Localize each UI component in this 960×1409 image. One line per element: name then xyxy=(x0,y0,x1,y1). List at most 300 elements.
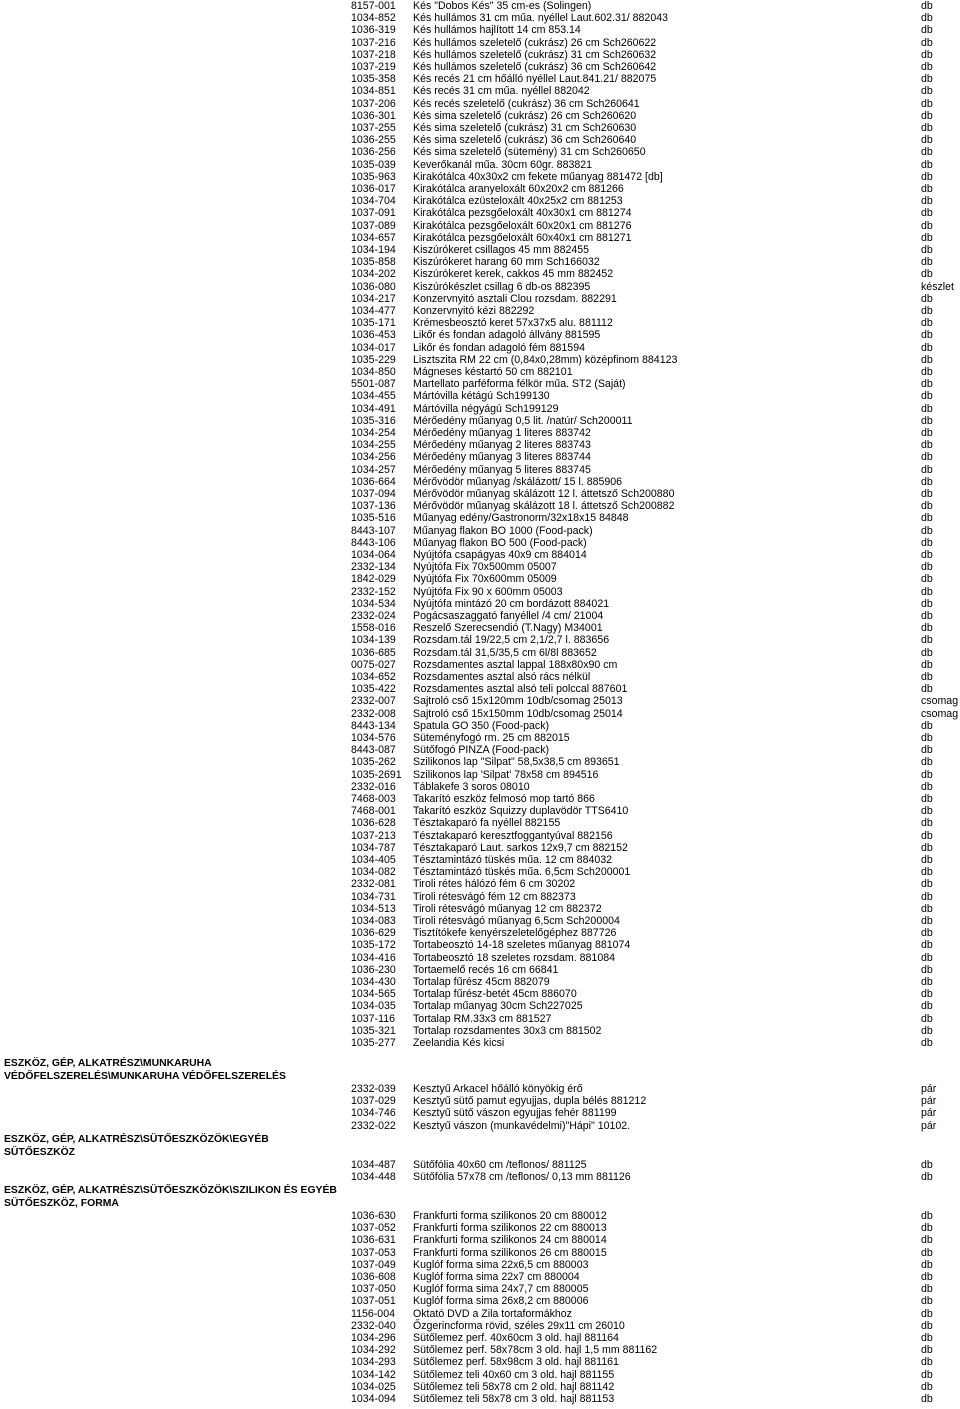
table-row xyxy=(0,708,960,720)
product-unit: db xyxy=(921,1222,933,1235)
product-desc: Tésztamintázó tüskés műa. 6,5cm Sch200001 xyxy=(413,866,631,879)
product-unit: db xyxy=(921,1159,933,1171)
product-unit: db xyxy=(921,1283,933,1296)
product-desc: Tortaemelő recés 16 cm 66841 xyxy=(413,963,559,976)
product-code: 1034-405 xyxy=(351,854,396,866)
product-unit: db xyxy=(921,97,933,110)
table-row xyxy=(0,159,960,171)
product-desc: Tortalap fűrész-betét 45cm 886070 xyxy=(413,988,577,1001)
product-desc: Likőr és fondan adagoló állvány 881595 xyxy=(413,329,601,342)
table-row xyxy=(0,781,960,793)
table-row xyxy=(0,232,960,244)
product-unit: db xyxy=(921,1210,933,1222)
product-unit: db xyxy=(921,329,933,342)
product-unit: pár xyxy=(921,1107,937,1120)
product-desc: Műanyag flakon BO 500 (Food-pack) xyxy=(413,536,587,549)
product-code: 1034-487 xyxy=(351,1159,396,1171)
product-unit: db xyxy=(921,927,933,940)
product-desc: Kés sima szeletelő (cukrász) 36 cm Sch260640 xyxy=(413,134,637,147)
product-unit: db xyxy=(921,1258,933,1271)
product-code: 1558-016 xyxy=(351,622,396,635)
product-code: 1034-704 xyxy=(351,195,396,208)
product-code: 2332-081 xyxy=(351,878,396,891)
product-code: 1034-534 xyxy=(351,597,396,610)
table-row xyxy=(0,598,960,610)
product-code: 1034-657 xyxy=(351,231,396,244)
product-unit: db xyxy=(921,158,933,171)
table-row xyxy=(0,1210,960,1222)
product-code: 1034-477 xyxy=(351,305,396,317)
table-row xyxy=(0,634,960,646)
table-row xyxy=(0,1308,960,1320)
product-unit: db xyxy=(921,48,933,61)
product-code: 1036-630 xyxy=(351,1210,396,1222)
product-desc: Mérőedény műanyag 1 literes 883742 xyxy=(413,427,591,439)
product-unit: db xyxy=(921,353,933,366)
product-code: 1034-094 xyxy=(351,1393,396,1405)
table-row xyxy=(0,98,960,110)
product-unit: db xyxy=(921,488,933,500)
table-row xyxy=(0,671,960,683)
product-code: 1034-852 xyxy=(351,12,396,25)
product-unit: db xyxy=(921,1037,933,1049)
table-row xyxy=(0,903,960,915)
table-row xyxy=(0,1222,960,1234)
product-desc: Mártóvilla kétágú Sch199130 xyxy=(413,390,550,403)
product-unit: db xyxy=(921,878,933,891)
table-row xyxy=(0,329,960,341)
product-unit: db xyxy=(921,988,933,1001)
table-row xyxy=(0,293,960,305)
product-unit: db xyxy=(921,378,933,391)
product-unit: db xyxy=(921,463,933,476)
product-code: 8443-134 xyxy=(351,719,396,732)
table-row xyxy=(0,1083,960,1095)
table-row xyxy=(0,207,960,219)
table-row xyxy=(0,854,960,866)
table-row xyxy=(0,1393,960,1405)
product-code: 1842-029 xyxy=(351,573,396,586)
table-row xyxy=(0,342,960,354)
product-desc: Mérővödör műanyag skálázott 12 l. áttetsző Sch200880 xyxy=(413,488,675,500)
product-desc: Kiszúrókeret csillagos 45 mm 882455 xyxy=(413,244,590,256)
product-code: 1034-255 xyxy=(351,439,396,452)
product-desc: Kés recés 31 cm műa. nyéllel 882042 xyxy=(413,85,590,98)
product-desc: Kesztyű sütő vászon egyujjas fehér 881199 xyxy=(413,1107,617,1120)
product-code: 1034-217 xyxy=(351,292,396,305)
table-row xyxy=(0,659,960,671)
product-desc: Tortalap műanyag 30cm Sch227025 xyxy=(413,1000,583,1013)
table-row xyxy=(0,1095,960,1107)
product-code: 2332-152 xyxy=(351,585,396,598)
product-code: 1037-029 xyxy=(351,1095,396,1108)
product-unit: db xyxy=(921,231,933,244)
product-code: 1037-206 xyxy=(351,97,396,110)
product-desc: Reszelő Szerecsendió (T.Nagy) M34001 xyxy=(413,622,603,635)
table-row xyxy=(0,1283,960,1295)
product-unit: db xyxy=(921,244,933,256)
product-desc: Kés sima szeletelő (sütemény) 31 cm Sch260650 xyxy=(413,146,646,159)
product-desc: Műanyag flakon BO 1000 (Food-pack) xyxy=(413,524,593,537)
table-row xyxy=(0,451,960,463)
product-unit: db xyxy=(921,195,933,208)
product-unit: db xyxy=(921,109,933,122)
product-unit: db xyxy=(921,756,933,769)
table-row xyxy=(0,1271,960,1283)
product-unit: db xyxy=(921,939,933,952)
product-unit: db xyxy=(921,597,933,610)
product-code: 1035-516 xyxy=(351,512,396,525)
product-code: 1037-213 xyxy=(351,829,396,842)
product-desc: Kés hullámos szeletelő (cukrász) 31 cm Sch260632 xyxy=(413,48,657,61)
product-unit: csomag xyxy=(921,707,959,720)
table-row xyxy=(0,964,960,976)
product-code: 8443-107 xyxy=(351,524,396,537)
product-code: 1035-171 xyxy=(351,317,396,330)
product-code: 1036-453 xyxy=(351,329,396,342)
product-unit: db xyxy=(921,36,933,49)
product-code: 1037-094 xyxy=(351,488,396,500)
product-desc: Kiszúrókeret kerek, cakkos 45 mm 882452 xyxy=(413,268,614,281)
table-row xyxy=(0,171,960,183)
product-desc: Tiroli rétesvágó műanyag 12 cm 882372 xyxy=(413,902,602,915)
product-unit: db xyxy=(921,1368,933,1381)
product-code: 1037-052 xyxy=(351,1222,396,1235)
product-unit: db xyxy=(921,585,933,598)
product-desc: Spatula GO 350 (Food-pack) xyxy=(413,719,550,732)
product-unit: pár xyxy=(921,1119,937,1132)
table-row xyxy=(0,732,960,744)
product-unit: db xyxy=(921,780,933,793)
product-code: 1036-628 xyxy=(351,817,396,830)
product-unit: db xyxy=(921,207,933,220)
product-code: 1035-321 xyxy=(351,1024,396,1037)
product-unit: db xyxy=(921,1307,933,1320)
product-unit: db xyxy=(921,414,933,427)
product-desc: Tésztakaparó keresztfoggantyúval 882156 xyxy=(413,829,613,842)
product-desc: Kés hullámos hajlított 14 cm 853.14 xyxy=(413,24,581,37)
product-unit: db xyxy=(921,1000,933,1013)
product-unit: db xyxy=(921,1393,933,1405)
table-row xyxy=(0,476,960,488)
table-row xyxy=(0,1171,960,1183)
product-code: 5501-087 xyxy=(351,378,396,391)
table-row xyxy=(0,1295,960,1307)
product-desc: Oktató DVD a Zila tortaformákhoz xyxy=(413,1307,572,1320)
product-desc: Mérőedény műanyag 3 literes 883744 xyxy=(413,451,591,464)
product-code: 1036-629 xyxy=(351,927,396,940)
table-row xyxy=(0,573,960,585)
table-row xyxy=(0,24,960,36)
product-unit: db xyxy=(921,841,933,854)
table-row xyxy=(0,915,960,927)
product-unit: db xyxy=(921,439,933,452)
product-unit: db xyxy=(921,1344,933,1357)
table-row xyxy=(0,12,960,24)
table-row xyxy=(0,512,960,524)
product-code: 1034-746 xyxy=(351,1107,396,1120)
table-row xyxy=(0,817,960,829)
product-desc: Tortabeosztó 18 szeletes rozsdam. 881084 xyxy=(413,951,615,964)
table-row xyxy=(0,586,960,598)
product-unit: db xyxy=(921,122,933,134)
table-row xyxy=(0,878,960,890)
product-desc: Sütőlemez perf. 58x78cm 3 old. hajl 1,5 mm 881162 xyxy=(413,1344,658,1357)
product-unit: db xyxy=(921,292,933,305)
table-row xyxy=(0,1356,960,1368)
product-desc: Kés hullámos szeletelő (cukrász) 26 cm Sch260622 xyxy=(413,36,657,49)
product-unit: db xyxy=(921,61,933,73)
product-desc: Kés "Dobos Kés" 35 cm-es (Solingen) xyxy=(413,0,592,12)
product-desc: Nyújtófa Fix 70x500mm 05007 xyxy=(413,561,557,574)
product-unit: db xyxy=(921,475,933,488)
product-unit: db xyxy=(921,805,933,818)
product-unit: db xyxy=(921,915,933,927)
product-desc: Frankfurti forma szilikonos 20 cm 880012 xyxy=(413,1210,607,1222)
product-code: 1034-731 xyxy=(351,890,396,903)
table-row xyxy=(0,830,960,842)
product-code: 1037-116 xyxy=(351,1012,395,1025)
product-desc: Tortalap fűrész 45cm 882079 xyxy=(413,976,550,988)
product-desc: Takarító eszköz felmosó mop tartó 866 xyxy=(413,793,595,805)
product-code: 2332-040 xyxy=(351,1319,396,1332)
table-row xyxy=(0,610,960,622)
product-code: 1036-631 xyxy=(351,1234,396,1247)
product-unit: db xyxy=(921,24,933,37)
product-desc: Tisztítókefe kenyérszeletelőgéphez 887726 xyxy=(413,927,617,940)
table-row xyxy=(0,110,960,122)
product-code: 1034-293 xyxy=(351,1356,396,1369)
product-desc: Kirakótálca ezüsteloxált 40x25x2 cm 881253 xyxy=(413,195,623,208)
table-row xyxy=(0,647,960,659)
product-unit: db xyxy=(921,256,933,269)
product-desc: Sütőlemez perf. 40x60cm 3 old. hajl 881164 xyxy=(413,1332,619,1344)
product-desc: Nyújtófa csapágyas 40x9 cm 884014 xyxy=(413,549,587,561)
product-code: 1034-292 xyxy=(351,1344,396,1357)
product-desc: Nyújtófa Fix 90 x 600mm 05003 xyxy=(413,585,563,598)
table-row xyxy=(0,1332,960,1344)
product-unit: db xyxy=(921,268,933,281)
product-code: 1036-080 xyxy=(351,280,396,293)
product-desc: Zeelandia Kés kicsi xyxy=(413,1037,505,1049)
product-code: 1034-202 xyxy=(351,268,396,281)
table-row xyxy=(0,720,960,732)
product-unit: db xyxy=(921,219,933,232)
product-unit: db xyxy=(921,902,933,915)
product-desc: Konzervnyitó asztali Clou rozsdam. 882291 xyxy=(413,292,617,305)
table-row xyxy=(0,842,960,854)
product-code: 2332-024 xyxy=(351,610,396,622)
product-code: 1034-083 xyxy=(351,915,396,927)
product-unit: db xyxy=(921,341,933,354)
product-code: 1036-256 xyxy=(351,146,396,159)
product-code: 1035-172 xyxy=(351,939,396,952)
table-row xyxy=(0,1259,960,1271)
table-row xyxy=(0,1344,960,1356)
product-unit: db xyxy=(921,1356,933,1369)
table-row xyxy=(0,244,960,256)
table-row xyxy=(0,415,960,427)
product-code: 1037-053 xyxy=(351,1246,396,1259)
table-row xyxy=(0,927,960,939)
table-row xyxy=(0,0,960,12)
product-code: 1037-091 xyxy=(351,207,396,220)
product-unit: db xyxy=(921,573,933,586)
product-code: 1037-050 xyxy=(351,1283,396,1296)
table-row xyxy=(0,1369,960,1381)
product-code: 1034-035 xyxy=(351,1000,396,1013)
table-row xyxy=(0,134,960,146)
product-desc: Nyújtófa mintázó 20 cm bordázott 884021 xyxy=(413,597,610,610)
product-code: 1034-787 xyxy=(351,841,396,854)
product-unit: db xyxy=(921,500,933,513)
product-code: 1034-296 xyxy=(351,1332,396,1344)
category-label-szilikon-forma: ESZKÖZ, GÉP, ALKATRÉSZ\SÜTŐESZKÖZÖK\SZILIKON ÉS EGYÉB SÜTŐESZKÖZ, FORMA xyxy=(4,1185,337,1209)
table-row xyxy=(0,146,960,158)
product-unit: db xyxy=(921,671,933,683)
category-label-egyeb-sutoeszkoz: ESZKÖZ, GÉP, ALKATRÉSZ\SÜTŐESZKÖZÖK\EGYÉB SÜTŐESZKÖZ xyxy=(4,1134,269,1158)
table-row xyxy=(0,805,960,817)
table-row xyxy=(0,939,960,951)
product-desc: Mérőedény műanyag 0,5 lit. /natúr/ Sch200011 xyxy=(413,414,633,427)
product-desc: Kirakótálca pezsgőeloxált 60x40x1 cm 881271 xyxy=(413,231,632,244)
product-desc: Rozsdamentes asztal alsó teli polccal 887601 xyxy=(413,683,628,696)
table-row xyxy=(0,866,960,878)
table-row xyxy=(0,122,960,134)
product-code: 2332-007 xyxy=(351,695,396,708)
product-desc: Likőr és fondan adagoló fém 881594 xyxy=(413,341,585,354)
table-row xyxy=(0,220,960,232)
product-code: 1036-664 xyxy=(351,475,396,488)
product-unit: csomag xyxy=(921,695,959,708)
table-row xyxy=(0,195,960,207)
product-desc: Mérőedény műanyag 5 literes 883745 xyxy=(413,463,591,476)
product-desc: Kirakótálca 40x30x2 cm fekete műanyag 881472 [db] xyxy=(413,170,663,183)
product-desc: Tésztakaparó fa nyéllel 882155 xyxy=(413,817,561,830)
table-row xyxy=(0,305,960,317)
product-unit: db xyxy=(921,817,933,830)
product-unit: db xyxy=(921,732,933,744)
product-code: 1034-576 xyxy=(351,732,396,744)
product-code: 1034-194 xyxy=(351,244,396,256)
product-unit: db xyxy=(921,524,933,537)
table-row xyxy=(0,952,960,964)
table-row xyxy=(0,378,960,390)
product-desc: Sütőfólia 57x78 cm /teflonos/ 0,13 mm 881126 xyxy=(413,1171,631,1184)
product-desc: Mágneses késtartó 50 cm 882101 xyxy=(413,366,573,378)
product-unit: db xyxy=(921,890,933,903)
product-unit: db xyxy=(921,658,933,671)
product-code: 1034-082 xyxy=(351,866,396,879)
product-code: 1034-257 xyxy=(351,463,396,476)
product-code: 1036-685 xyxy=(351,646,396,659)
product-code: 1035-2691 xyxy=(351,768,402,781)
product-code: 1037-049 xyxy=(351,1258,396,1271)
product-desc: Kirakótálca aranyeloxált 60x20x2 cm 881266 xyxy=(413,183,624,195)
table-row xyxy=(0,439,960,451)
product-desc: Kuglóf forma sima 24x7,7 cm 880005 xyxy=(413,1283,589,1296)
table-row xyxy=(0,488,960,500)
product-unit: db xyxy=(921,1332,933,1344)
product-unit: db xyxy=(921,390,933,403)
table-row xyxy=(0,366,960,378)
table-row xyxy=(0,622,960,634)
product-code: 1035-229 xyxy=(351,353,396,366)
table-row xyxy=(0,427,960,439)
table-row xyxy=(0,891,960,903)
table-row xyxy=(0,354,960,366)
product-code: 1034-064 xyxy=(351,549,396,561)
product-code: 1035-039 xyxy=(351,158,396,171)
product-code: 1035-858 xyxy=(351,256,396,269)
product-code: 1035-963 xyxy=(351,170,396,183)
product-unit: db xyxy=(921,536,933,549)
table-row xyxy=(0,1247,960,1259)
product-desc: Kesztyű sütő pamut egyujjas, dupla bélés 881212 xyxy=(413,1095,647,1108)
table-row xyxy=(0,1107,960,1119)
product-code: 1037-219 xyxy=(351,61,396,73)
table-row xyxy=(0,1320,960,1332)
product-desc: Kuglóf forma sima 26x8,2 cm 880006 xyxy=(413,1295,589,1308)
product-desc: Tortalap rozsdamentes 30x3 cm 881502 xyxy=(413,1024,602,1037)
product-desc: Kiszúrókészlet csillag 6 db-os 882395 xyxy=(413,280,591,293)
product-unit: pár xyxy=(921,1095,937,1108)
product-desc: Süteményfogó rm. 25 cm 882015 xyxy=(413,732,570,744)
product-unit: db xyxy=(921,170,933,183)
product-unit: db xyxy=(921,854,933,866)
product-unit: db xyxy=(921,951,933,964)
product-unit: db xyxy=(921,793,933,805)
product-code: 1036-017 xyxy=(351,183,396,195)
table-row xyxy=(0,695,960,707)
product-code: 1036-301 xyxy=(351,109,396,122)
table-row xyxy=(0,561,960,573)
product-code: 1035-422 xyxy=(351,683,396,696)
product-unit: készlet xyxy=(921,280,954,293)
product-desc: Kés hullámos 31 cm műa. nyéllel Laut.602.31/ 882043 xyxy=(413,12,669,25)
product-code: 1037-255 xyxy=(351,122,396,134)
product-code: 8443-087 xyxy=(351,744,396,757)
product-code: 2332-016 xyxy=(351,780,396,793)
product-desc: Szilikonos lap 'Silpat' 78x58 cm 894516 xyxy=(413,768,599,781)
table-row xyxy=(0,73,960,85)
product-unit: db xyxy=(921,719,933,732)
product-desc: Rozsdam.tál 19/22,5 cm 2,1/2,7 l. 883656 xyxy=(413,634,610,647)
product-unit: pár xyxy=(921,1083,937,1095)
table-row xyxy=(0,1120,960,1132)
product-code: 1037-218 xyxy=(351,48,396,61)
product-unit: db xyxy=(921,768,933,781)
table-row xyxy=(0,390,960,402)
product-desc: Takarító eszköz Squizzy duplavödör TTS6410 xyxy=(413,805,629,818)
product-desc: Mérővödör műanyag skálázott 18 l. áttetsző Sch200882 xyxy=(413,500,675,513)
product-code: 2332-039 xyxy=(351,1083,396,1095)
product-unit: db xyxy=(921,305,933,317)
product-code: 1036-608 xyxy=(351,1271,396,1283)
product-unit: db xyxy=(921,866,933,879)
product-desc: Martellato parféforma félkör műa. ST2 (Saját) xyxy=(413,378,626,391)
product-desc: Tésztakaparó Laut. sarkos 12x9,7 cm 882152 xyxy=(413,841,628,854)
product-unit: db xyxy=(921,1012,933,1025)
product-code: 1156-004 xyxy=(351,1307,395,1320)
product-desc: Mérővödör műanyag /skálázott/ 15 l. 885906 xyxy=(413,475,623,488)
table-row xyxy=(0,976,960,988)
product-desc: Mártóvilla négyágú Sch199129 xyxy=(413,402,559,415)
product-unit: db xyxy=(921,85,933,98)
product-desc: Sütőfólia 40x60 cm /teflonos/ 881125 xyxy=(413,1159,587,1171)
product-unit: db xyxy=(921,402,933,415)
product-code: 0075-027 xyxy=(351,658,396,671)
